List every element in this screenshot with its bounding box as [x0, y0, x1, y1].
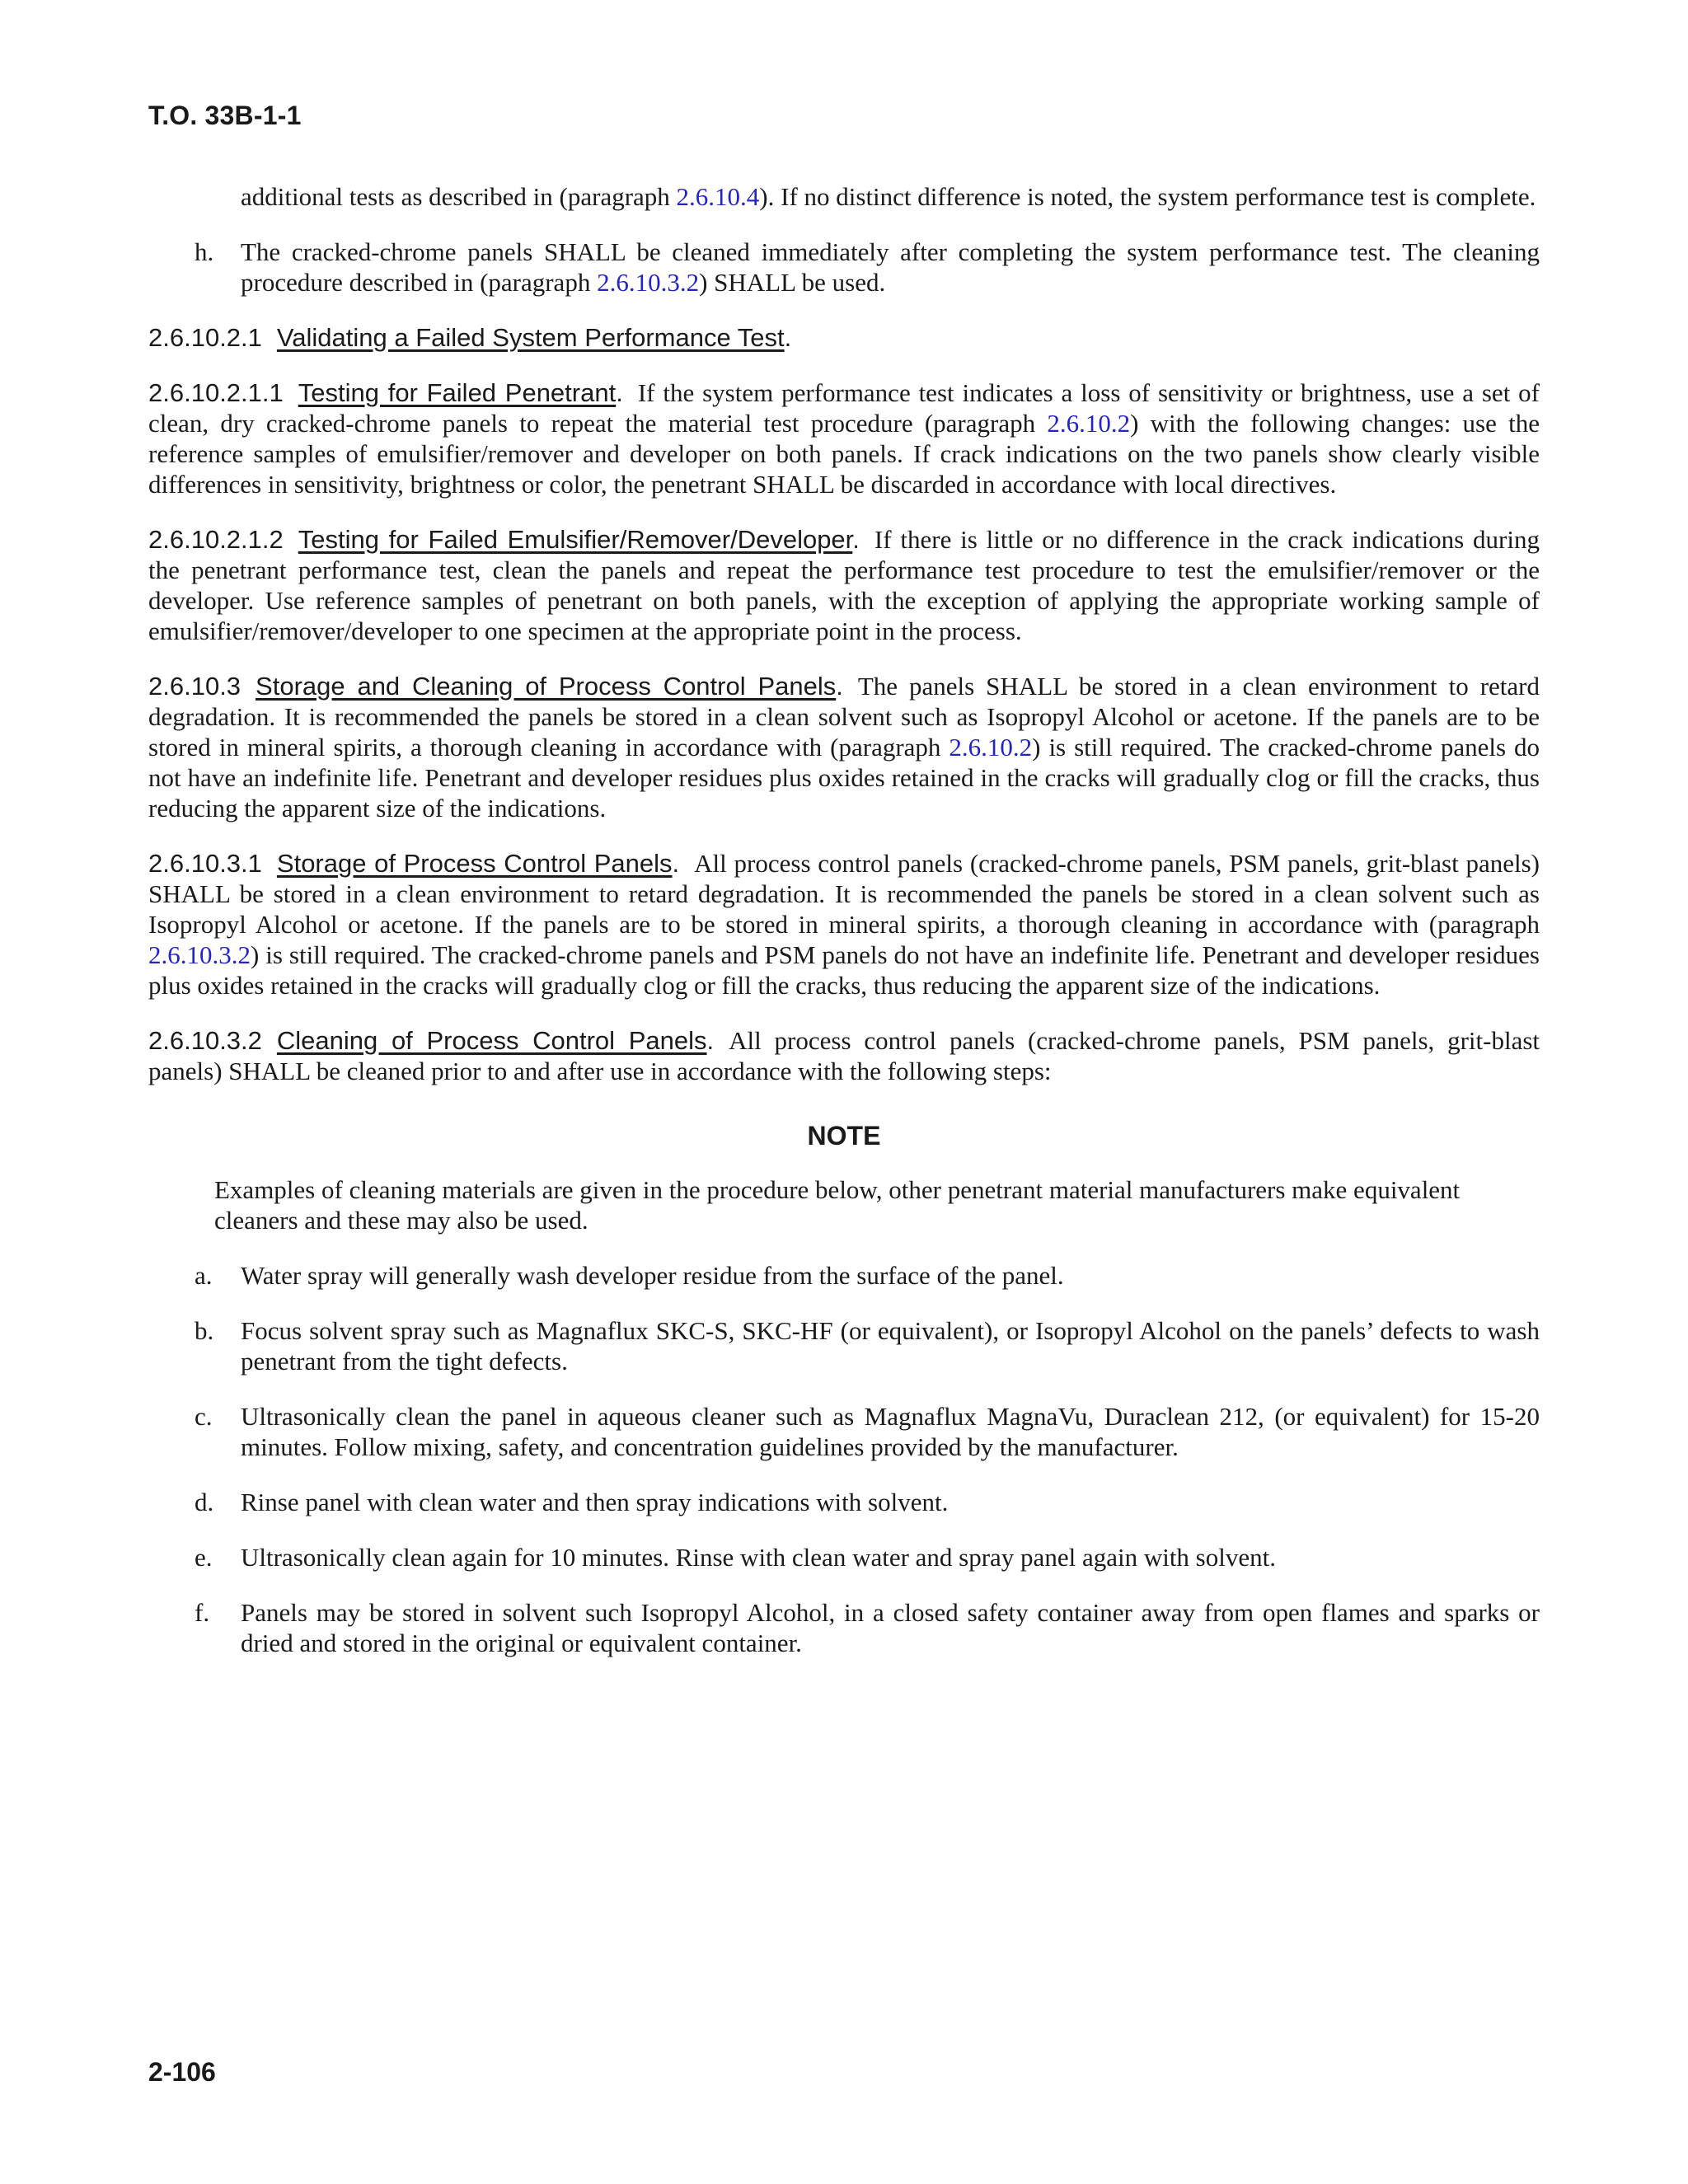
paragraph-title: Storage of Process Control Panels [276, 849, 673, 878]
paragraph-2-6-10-2-1-1 [148, 377, 1540, 499]
paragraph-number: 2.6.10.2.1.1 [148, 378, 284, 407]
list-item-d [195, 1487, 1540, 1517]
list-item-text: Ultrasonically clean the panel in aqueous cleaner such as Magnaflux MagnaVu, Duraclean 212, (or equivalent) for 15-20 minutes. Follow mixing, safety, and concentration guidelines provided by the manufacturer. [241, 1402, 1540, 1461]
list-letter-h: h. [195, 237, 214, 266]
link-2-6-10-2[interactable]: 2.6.10.2 [1047, 409, 1131, 438]
link-2-6-10-2[interactable]: 2.6.10.2 [949, 733, 1033, 762]
paragraph-text-b: ) is still required. The cracked-chrome panels do not have an indefinite life. Penetrant and developer residues plus oxides retained in the cracks will gradually clog or fill the cracks, thus reducing the apparent size of the indications. [148, 733, 1540, 823]
paragraph-2-6-10-3 [148, 671, 1540, 823]
paragraph-text-b: ) with the following changes: use the reference samples of emulsifier/remover and developer on both panels. If crack indications on the two panels show clearly visible differences in sensitivity, brightness or color, the penetrant SHALL be discarded in accordance with local directives. [148, 409, 1540, 499]
paragraph-number: 2.6.10.2.1.2 [148, 525, 284, 554]
list-item-a [195, 1260, 1540, 1291]
list-item-text: Rinse panel with clean water and then spray indications with solvent. [241, 1488, 949, 1516]
paragraph-title-period: . [852, 525, 860, 554]
paragraph-title: Storage and Cleaning of Process Control Panels [256, 672, 837, 701]
list-letter: b. [195, 1316, 214, 1345]
list-letter: f. [195, 1598, 210, 1627]
list-item-f [195, 1597, 1540, 1658]
intro-text-b: ). If no distinct difference is noted, the system performance test is complete. [759, 182, 1536, 211]
page-header-doc-number: T.O. 33B-1-1 [148, 101, 302, 130]
list-item-text: Focus solvent spray such as Magnaflux SKC-S, SKC-HF (or equivalent), or Isopropyl Alcohol on the panels’ defects to wash penetrant from the tight defects. [241, 1316, 1540, 1376]
paragraph-number: 2.6.10.2.1 [148, 323, 262, 352]
list-letter: d. [195, 1488, 214, 1516]
item-h-text-a: The cracked-chrome panels SHALL be cleaned immediately after completing the system performance test. The cleaning procedure described in (paragraph [241, 237, 1540, 297]
list-item-h [195, 237, 1540, 298]
paragraph-number: 2.6.10.3 [148, 672, 241, 701]
list-item-b [195, 1315, 1540, 1376]
paragraph-2-6-10-2-1 [148, 322, 1540, 353]
list-item-c [195, 1401, 1540, 1462]
paragraph-title-period: . [784, 323, 792, 352]
paragraph-2-6-10-2-1-2 [148, 524, 1540, 646]
paragraph-2-6-10-3-2 [148, 1025, 1540, 1086]
note-heading: NOTE [807, 1121, 881, 1151]
link-2-6-10-3-2[interactable]: 2.6.10.3.2 [597, 268, 700, 297]
link-2-6-10-3-2[interactable]: 2.6.10.3.2 [148, 940, 251, 969]
intro-continuation [241, 181, 1540, 212]
paragraph-title: Cleaning of Process Control Panels [276, 1026, 707, 1055]
note-text: Examples of cleaning materials are given in the procedure below, other penetrant material manufacturers make equivalent cleaners and these may also be used. [214, 1175, 1461, 1235]
paragraph-2-6-10-3-1 [148, 848, 1540, 1001]
list-letter: a. [195, 1261, 213, 1290]
paragraph-title-period: . [672, 849, 680, 878]
paragraph-text-a: If the system performance test indicates a loss of sensitivity or brightness, use a set of clean, dry cracked-chrome panels to repeat the material test procedure (paragraph [148, 378, 1540, 438]
paragraph-number: 2.6.10.3.1 [148, 849, 262, 878]
paragraph-text-a: The panels SHALL be stored in a clean environment to retard degradation. It is recommended the panels be stored in a clean solvent such as Isopropyl Alcohol or acetone. If the panels are to be stored in mineral spirits, a thorough cleaning in accordance with (paragraph [148, 672, 1540, 762]
paragraph-title-period: . [616, 378, 623, 407]
intro-text-a: additional tests as described in (paragraph [241, 182, 677, 211]
list-item-text: Water spray will generally wash developer residue from the surface of the panel. [241, 1261, 1064, 1290]
page-content [148, 181, 1540, 1683]
list-item-e [195, 1542, 1540, 1572]
paragraph-title-period: . [836, 672, 843, 701]
paragraph-title: Testing for Failed Penetrant [298, 378, 617, 407]
paragraph-text-a: All process control panels (cracked-chrome panels, PSM panels, grit-blast panels) SHALL be stored in a clean environment to retard degradation. It is recommended the panels be stored in a clean solvent such as Isopropyl Alcohol or acetone. If the panels are to be stored in mineral spirits, a thorough cleaning in accordance with (paragraph [148, 849, 1540, 939]
paragraph-title: Validating a Failed System Performance Test [276, 323, 785, 352]
item-h-text-b: ) SHALL be used. [699, 268, 886, 297]
paragraph-text: All process control panels (cracked-chrome panels, PSM panels, grit-blast panels) SHALL be cleaned prior to and after use in accordance with the following steps: [148, 1026, 1540, 1085]
list-letter: e. [195, 1543, 213, 1572]
paragraph-text: If there is little or no difference in the crack indications during the penetrant performance test, clean the panels and repeat the performance test procedure to test the emulsifier/remover or the developer. Use reference samples of penetrant on both panels, with the exception of applying the appropriate working sample of emulsifier/remover/developer to one specimen at the appropriate point in the process. [148, 525, 1540, 645]
list-letter: c. [195, 1402, 213, 1431]
paragraph-text-b: ) is still required. The cracked-chrome panels and PSM panels do not have an indefinite life. Penetrant and developer residues plus oxides retained in the cracks will gradually clog or fill the cracks, thus reducing the apparent size of the indications. [148, 940, 1540, 1000]
paragraph-number: 2.6.10.3.2 [148, 1026, 262, 1055]
paragraph-title-period: . [706, 1026, 715, 1055]
page-footer-page-number: 2-106 [148, 2057, 216, 2087]
link-2-6-10-4[interactable]: 2.6.10.4 [676, 182, 760, 211]
paragraph-title: Testing for Failed Emulsifier/Remover/Developer [298, 525, 853, 554]
list-item-text: Panels may be stored in solvent such Isopropyl Alcohol, in a closed safety container away from open flames and sparks or dried and stored in the original or equivalent container. [241, 1598, 1540, 1657]
list-item-text: Ultrasonically clean again for 10 minutes. Rinse with clean water and spray panel again with solvent. [241, 1543, 1276, 1572]
